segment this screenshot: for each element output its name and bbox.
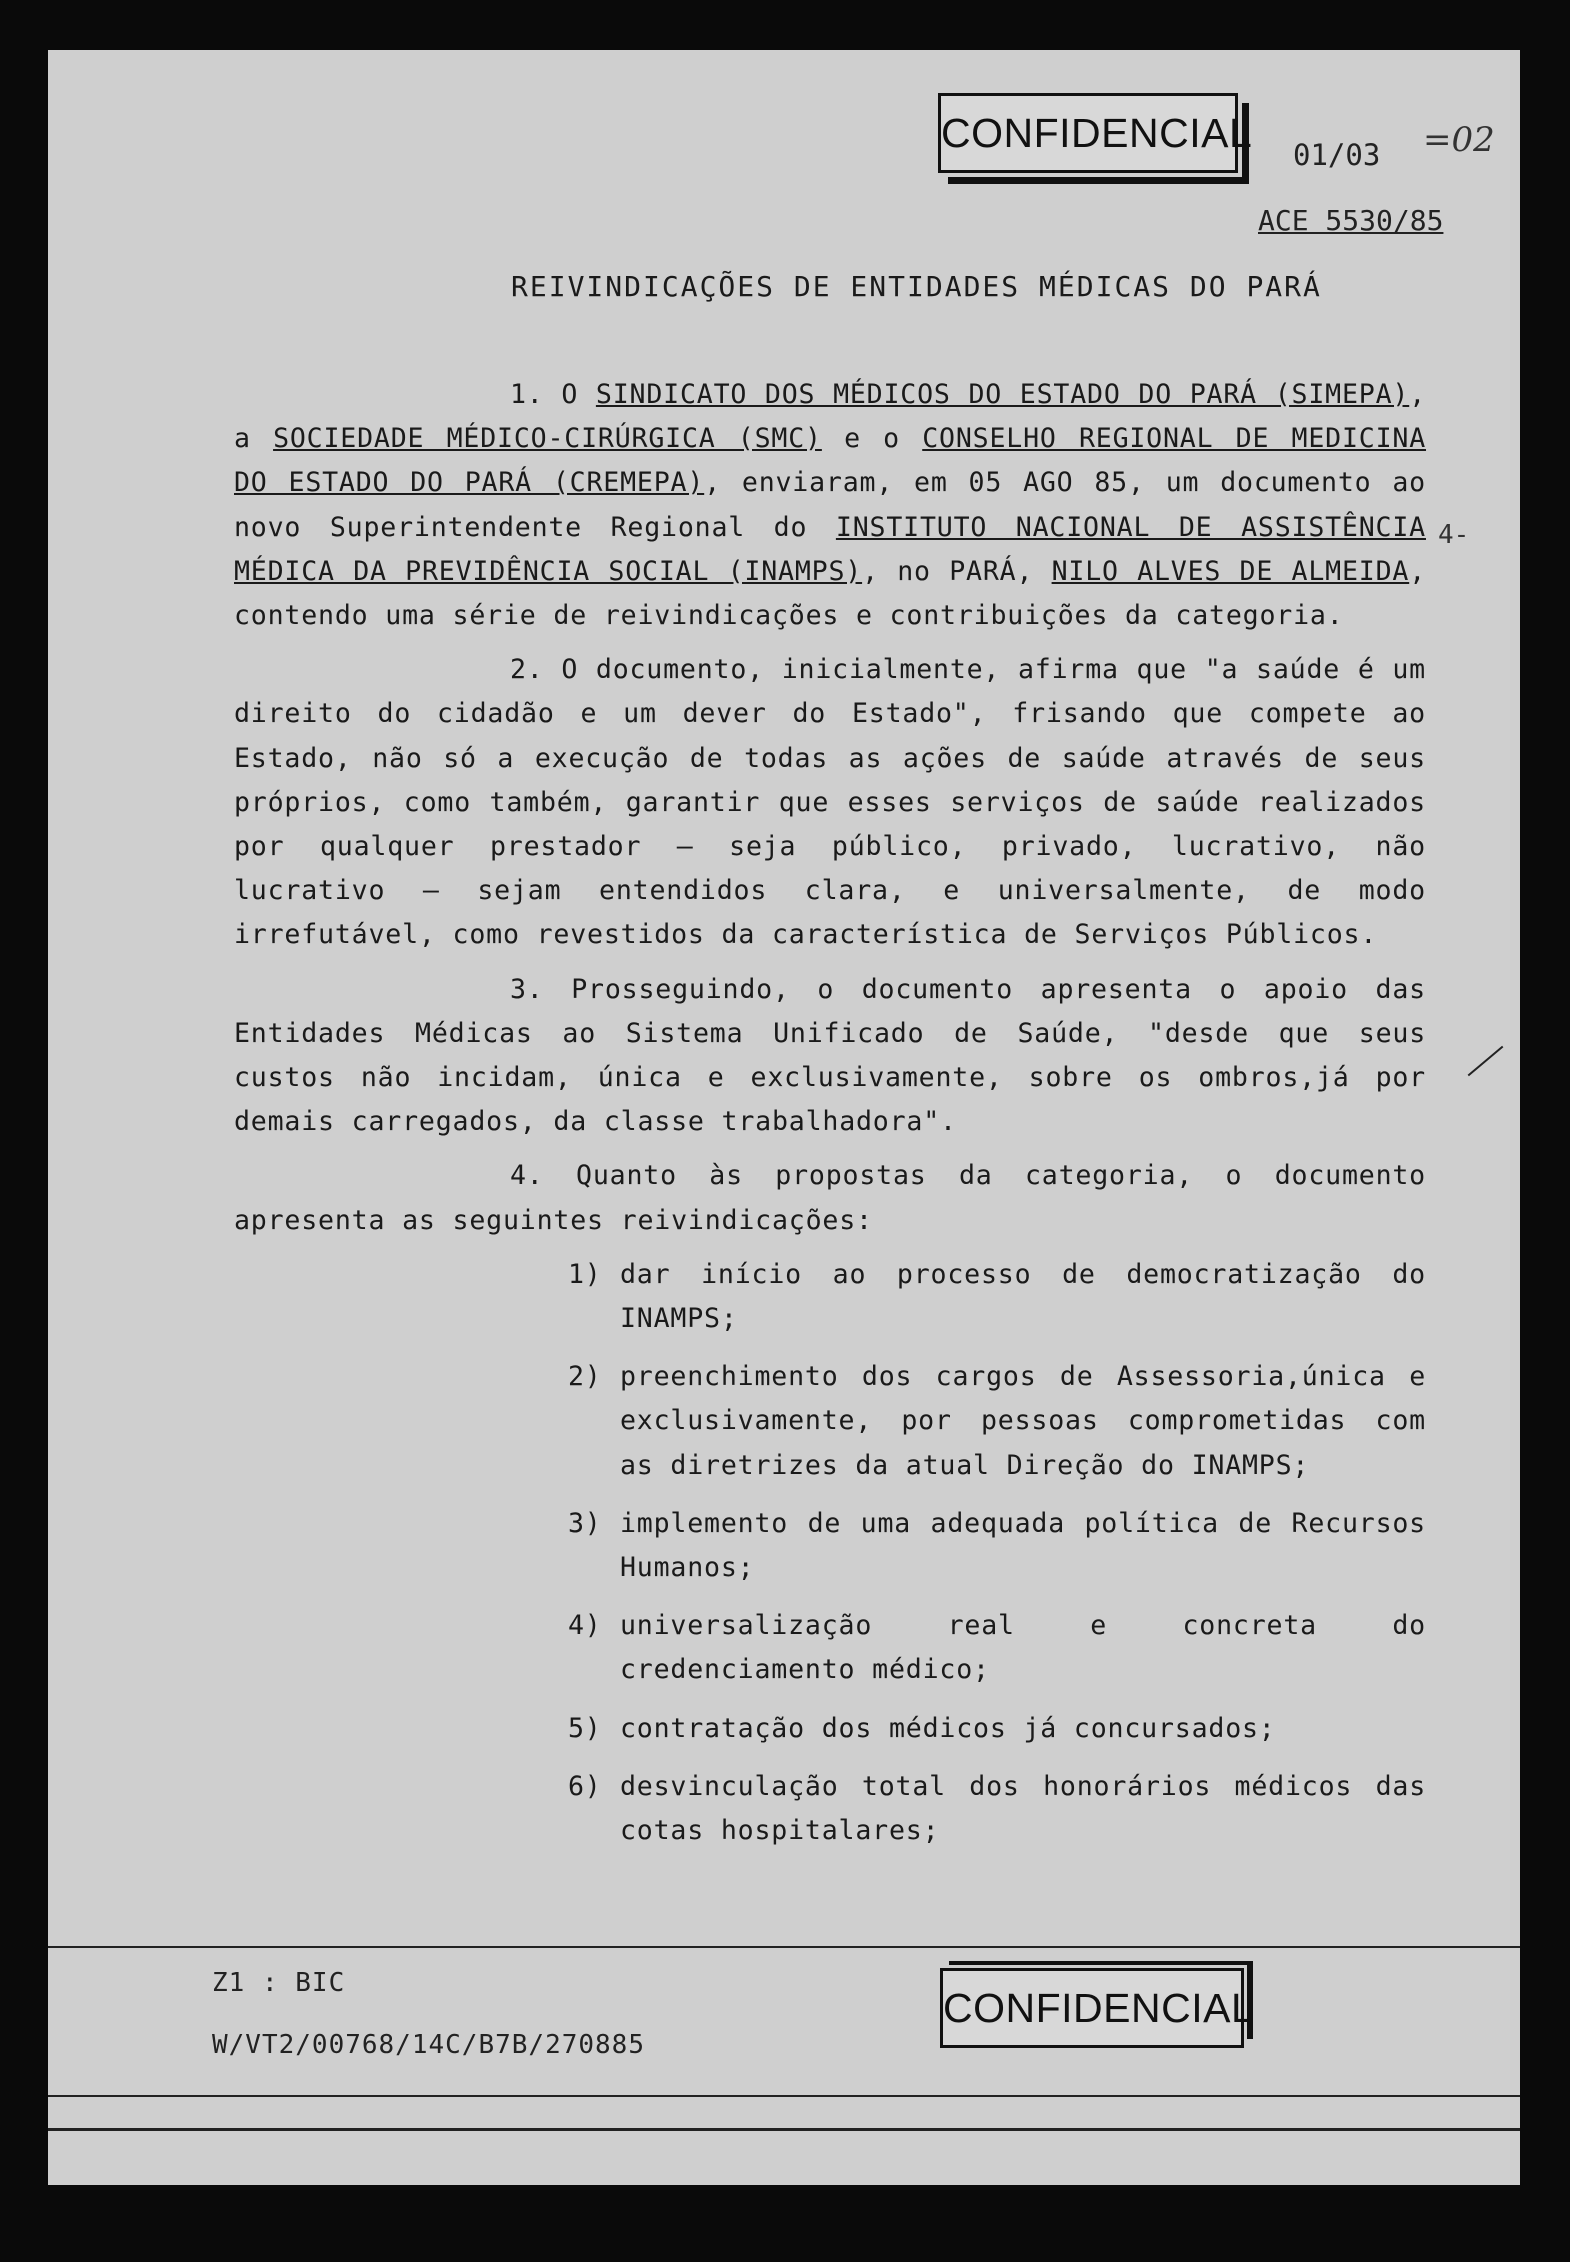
p1-text-b: e o: [821, 423, 923, 455]
org-simepa: SINDICATO DOS MÉDICOS DO ESTADO DO PARÁ (SIMEPA): [595, 379, 1410, 410]
demand-number: 2): [568, 1361, 602, 1393]
p1-prefix: 1. O: [510, 379, 596, 410]
page-number: 01/03: [1293, 138, 1381, 172]
demand-item-1: [234, 1253, 1426, 1341]
paragraph-2: 2. O documento, inicialmente, afirma que "a saúde é um direito do cidadão e um dever do Estado", frisando que compete ao Estado, não só a execução de todas as ações de saúde através de seus próprios, como também, garantir que esses serviços de saúde realizados por qualquer prestador — seja público, privado, lucrativo, não lucrativo — sejam entendidos clara, e universalmente, de modo irrefutável, como revestidos da característica de Serviços Públicos.: [234, 654, 1426, 951]
footer-document-code: W/VT2/00768/14C/B7B/270885: [212, 2030, 645, 2060]
demand-number: 3): [568, 1507, 602, 1539]
document-title: REIVINDICAÇÕES DE ENTIDADES MÉDICAS DO PARÁ: [511, 270, 1322, 303]
footer-divider-top: [48, 1946, 1520, 1948]
demand-item-5: [234, 1707, 1426, 1751]
document-body: [234, 373, 1426, 1867]
org-inamps: INSTITUTO NACIONAL DE ASSISTÊNCIA MÉDICA DA PREVIDÊNCIA SOCIAL (INAMPS): [234, 511, 1426, 587]
paragraph-3: 3. Prosseguindo, o documento apresenta o apoio das Entidades Médicas ao Sistema Unificado de Saúde, "desde que seus custos não incidam, única e exclusivamente, sobre os ombros,já por demais carregados, da classe trabalhadora".: [234, 973, 1426, 1138]
confidential-stamp-bottom: CONFIDENCIAL: [940, 1968, 1244, 2048]
demand-text: desvinculação total dos honorários médicos das cotas hospitalares;: [620, 1770, 1426, 1847]
demand-number: 4): [568, 1610, 602, 1642]
margin-annotation: 4-: [1438, 520, 1470, 550]
footer-code-z1: Z1 : BIC: [212, 1968, 346, 1998]
demand-number: 1): [568, 1258, 602, 1290]
footer-divider-middle: [48, 2095, 1520, 2097]
org-cremepa: CONSELHO REGIONAL DE MEDICINA DO ESTADO DO PARÁ (CREMEPA): [234, 423, 1427, 499]
paragraph-4: 4. Quanto às propostas da categoria, o documento apresenta as seguintes reivindicações:: [234, 1160, 1426, 1236]
demand-text: universalização real e concreta do credenciamento médico;: [620, 1610, 1426, 1686]
handwritten-page-mark: =02: [1423, 120, 1495, 160]
demand-number: 6): [568, 1770, 602, 1802]
p1-text-c: , enviaram, em 05 AGO 85, um documento ao novo Superintendente Regional do: [234, 467, 1426, 543]
footer-divider-bottom: [48, 2128, 1520, 2131]
demand-number: 5): [568, 1712, 602, 1744]
document-page: [48, 50, 1520, 2185]
margin-pen-stroke: [1468, 1046, 1504, 1076]
p1-text-d: , no PARÁ,: [862, 555, 1052, 587]
p1-text-a: , a: [234, 379, 1427, 455]
p1-text-end: , contendo uma série de reivindicações e contribuições da categoria.: [234, 555, 1427, 632]
demand-text: contratação dos médicos já concursados;: [620, 1712, 1276, 1744]
paragraph-1: [234, 373, 1426, 638]
ace-reference-code: ACE 5530/85: [1258, 204, 1444, 237]
demand-item-6: [234, 1765, 1426, 1853]
demand-item-4: [234, 1604, 1426, 1692]
org-smc: SOCIEDADE MÉDICO-CIRÚRGICA (SMC): [273, 423, 822, 455]
confidential-stamp-top: CONFIDENCIAL: [938, 93, 1238, 173]
demand-text: preenchimento dos cargos de Assessoria,única e exclusivamente, por pessoas comprometidas com as diretrizes da atual Direção do INAMPS;: [620, 1361, 1426, 1481]
demand-item-3: [234, 1502, 1426, 1590]
demand-text: dar início ao processo de democratização do INAMPS;: [620, 1258, 1426, 1335]
demand-text: implemento de uma adequada política de Recursos Humanos;: [620, 1507, 1426, 1584]
demand-item-2: [234, 1355, 1426, 1488]
person-name: NILO ALVES DE ALMEIDA: [1051, 555, 1410, 587]
